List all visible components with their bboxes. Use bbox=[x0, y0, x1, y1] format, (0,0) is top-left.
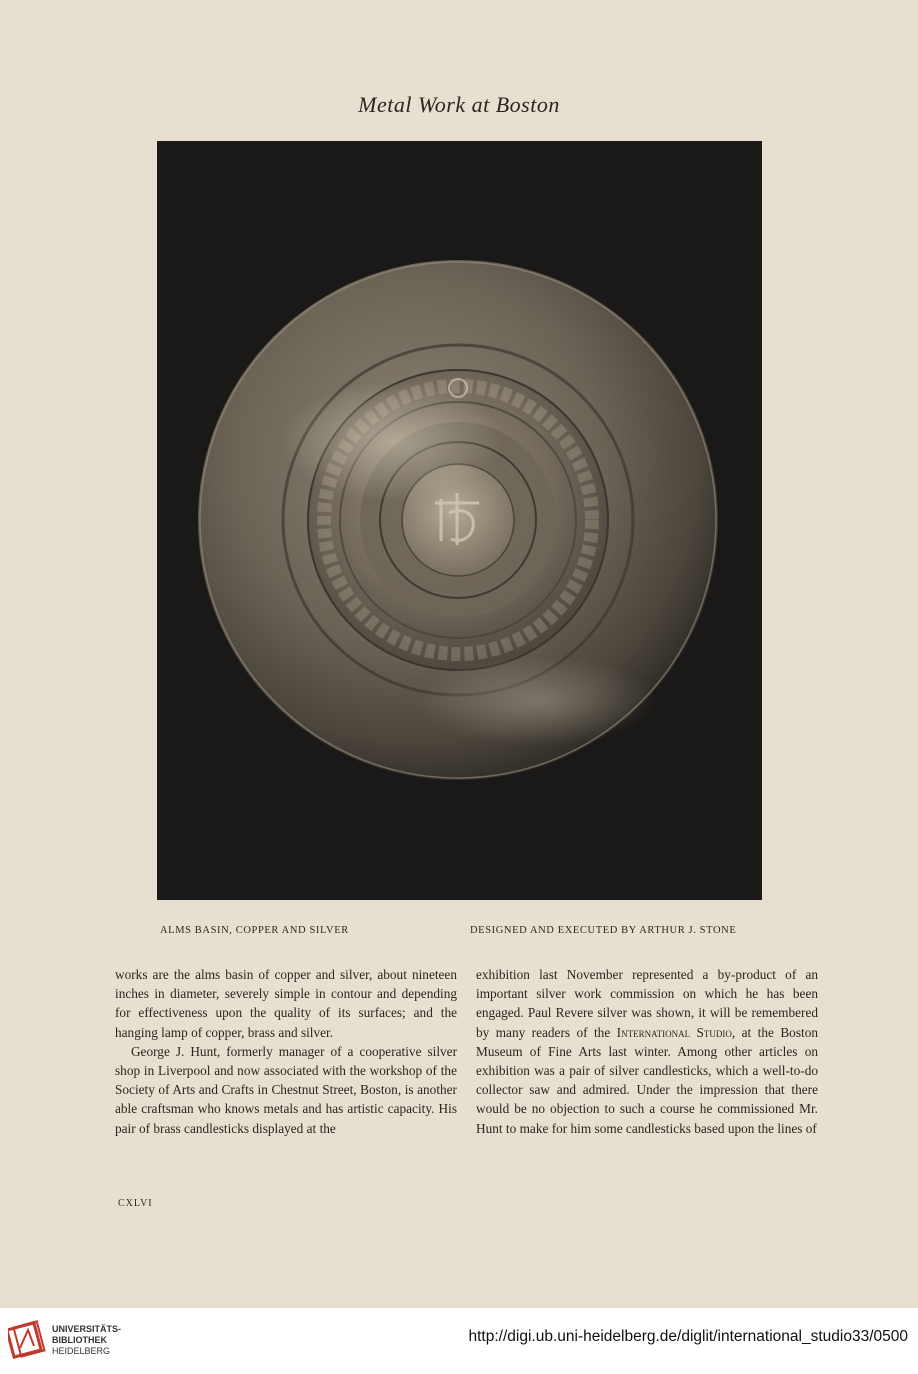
library-name bbox=[52, 1324, 121, 1357]
page-number: CXLVI bbox=[118, 1198, 153, 1209]
library-name-line: HEIDELBERG bbox=[52, 1346, 111, 1356]
figure-caption-left: ALMS BASIN, COPPER AND SILVER bbox=[160, 925, 349, 936]
text-column-left bbox=[115, 965, 457, 1138]
digital-library-footer bbox=[0, 1308, 918, 1374]
source-url-link[interactable]: http://digi.ub.uni-heidelberg.de/diglit/international_studio33/0500 bbox=[468, 1328, 908, 1345]
paragraph-text: exhibition last November represented a by-product of an important silver work commission on which he has been engaged. Paul Revere silver was shown, it will be remembered by many readers of the bbox=[476, 967, 818, 1040]
paragraph-text: , at the Boston Museum of Fine Arts last winter. Among other articles on exhibition was a pair of silver candlesticks, which a well-to-do collector saw and admired. Under the impression that there would be no objection to such a course he commissioned Mr. Hunt to make for him some candlesticks based upon the lines of bbox=[476, 1024, 818, 1136]
paragraph: works are the alms basin of copper and silver, about nineteen inches in diameter, severely simple in contour and depending for effectiveness upon the quality of its surfaces; and the hanging lamp of copper, brass and silver. bbox=[115, 967, 457, 1040]
page-title: Metal Work at Boston bbox=[358, 92, 560, 117]
figure-caption-right: DESIGNED AND EXECUTED BY ARTHUR J. STONE bbox=[470, 925, 737, 936]
alms-basin-image bbox=[157, 141, 762, 900]
university-library-logo-icon bbox=[8, 1320, 48, 1360]
library-name-line: UNIVERSITÄTS- bbox=[52, 1324, 122, 1334]
paragraph: George J. Hunt, formerly manager of a cooperative silver shop in Liverpool and now associated with the workshop of the Society of Arts and Crafts in Chestnut Street, Boston, is another able craftsman who knows metals and has artistic capacity. His pair of brass candlesticks displayed at the bbox=[115, 1043, 457, 1136]
paragraph bbox=[476, 965, 818, 1138]
alms-basin-photograph bbox=[157, 141, 762, 900]
text-column-right bbox=[476, 965, 818, 1138]
library-name-line: BIBLIOTHEK bbox=[52, 1335, 107, 1345]
journal-name: International Studio bbox=[616, 1024, 732, 1040]
